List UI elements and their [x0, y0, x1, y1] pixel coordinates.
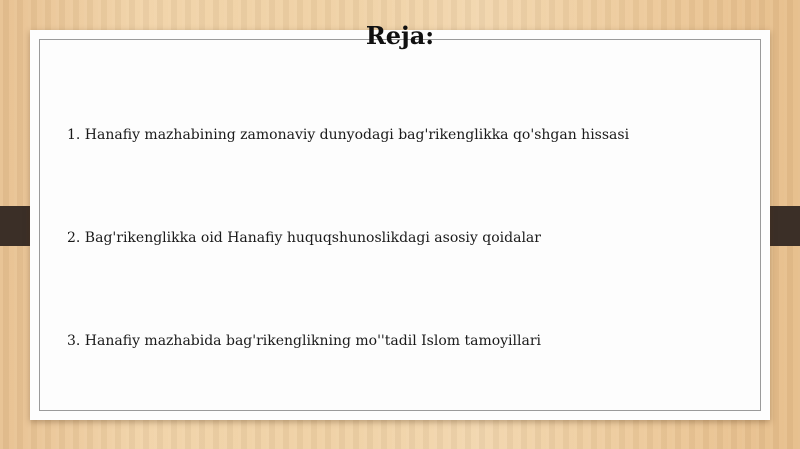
plan-item-1: 1. Hanafiy mazhabining zamonaviy dunyodagi bag'rikenglikka qo'shgan hissasi	[67, 127, 630, 143]
plan-item-2: 2. Bag'rikenglikka oid Hanafiy huquqshunoslikdagi asosiy qoidalar	[67, 230, 541, 246]
plan-item-3: 3. Hanafiy mazhabida bag'rikenglikning mo''tadil Islom tamoyillari	[67, 333, 542, 349]
slide-card	[30, 30, 770, 420]
slide-card-border	[39, 39, 761, 411]
slide-title: Reja:	[365, 21, 435, 50]
